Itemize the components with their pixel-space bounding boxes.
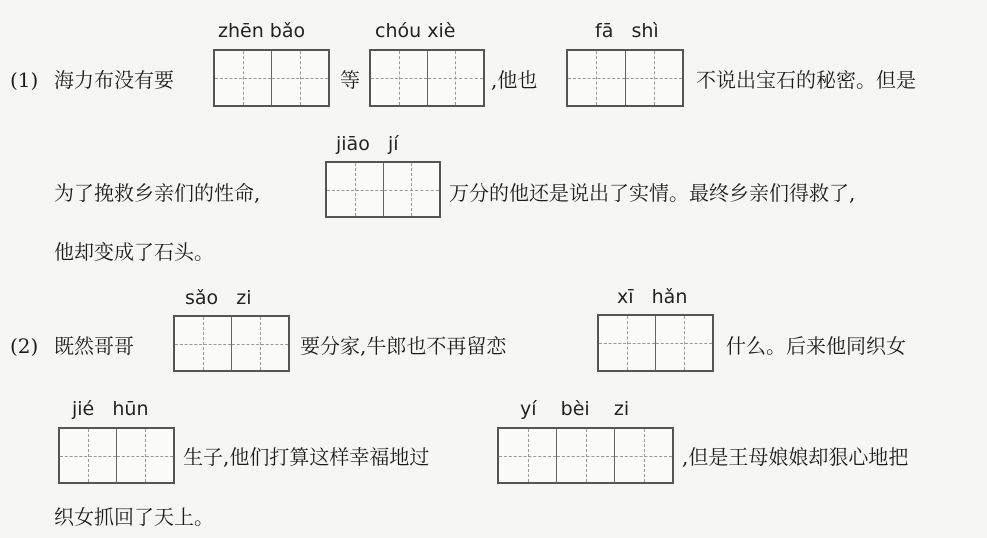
q2-line1-text-2: 要分家,牛郎也不再留恋 (300, 334, 507, 358)
q1-line1-text-2: 等 (340, 68, 360, 92)
q1-line3-text: 他却变成了石头。 (54, 240, 214, 264)
pinyin-saozi: sǎo zi (185, 287, 252, 309)
pinyin-chouxie: chóu xiè (375, 20, 456, 42)
answer-grid-jiaoji[interactable] (325, 161, 441, 218)
answer-grid-jiehun[interactable] (58, 427, 175, 484)
grid-cell[interactable] (568, 51, 625, 105)
grid-cell[interactable] (383, 163, 440, 216)
q2-line3-text: 织女抓回了天上。 (54, 505, 214, 529)
pinyin-yibeizi: yí bèi zi (520, 398, 630, 420)
answer-grid-saozi[interactable] (173, 315, 290, 372)
grid-cell[interactable] (655, 316, 712, 370)
grid-cell[interactable] (371, 51, 427, 105)
grid-cell[interactable] (327, 163, 383, 216)
q1-line1-text-1: 海力布没有要 (54, 68, 174, 92)
q1-line2-text-2: 万分的他还是说出了实情。最终乡亲们得救了, (449, 181, 856, 205)
pinyin-jiaoji: jiāo jí (336, 133, 399, 155)
grid-cell[interactable] (215, 51, 271, 105)
grid-cell[interactable] (625, 51, 683, 105)
grid-cell[interactable] (175, 317, 231, 370)
answer-grid-fashi[interactable] (566, 49, 684, 107)
q2-line1-text-3: 什么。后来他同织女 (726, 334, 906, 358)
question-1-number: (1) (10, 68, 39, 92)
grid-cell[interactable] (116, 429, 173, 482)
answer-grid-xihan[interactable] (597, 314, 714, 372)
answer-grid-chouxie[interactable] (369, 49, 485, 107)
question-2-number: (2) (10, 334, 39, 358)
grid-cell[interactable] (614, 429, 672, 482)
grid-cell[interactable] (231, 317, 288, 370)
q2-line2-text-1: 生子,他们打算这样幸福地过 (183, 445, 430, 469)
q1-line1-text-3: ,他也 (491, 68, 538, 92)
q1-line1-text-4: 不说出宝石的秘密。但是 (696, 68, 916, 92)
answer-grid-zhenbao[interactable] (213, 49, 330, 107)
grid-cell[interactable] (271, 51, 328, 105)
grid-cell[interactable] (556, 429, 614, 482)
pinyin-zhenbao: zhēn bǎo (218, 20, 306, 42)
pinyin-fashi: fā shì (595, 20, 659, 42)
grid-cell[interactable] (599, 316, 655, 370)
q1-line2-text-1: 为了挽救乡亲们的性命, (54, 181, 261, 205)
grid-cell[interactable] (60, 429, 116, 482)
answer-grid-yibeizi[interactable] (497, 427, 674, 484)
q2-line2-text-2: ,但是王母娘娘却狠心地把 (682, 445, 909, 469)
grid-cell[interactable] (427, 51, 484, 105)
pinyin-xihan: xī hǎn (617, 286, 688, 308)
grid-cell[interactable] (499, 429, 556, 482)
q2-line1-text-1: 既然哥哥 (54, 334, 134, 358)
pinyin-jiehun: jié hūn (72, 398, 149, 420)
